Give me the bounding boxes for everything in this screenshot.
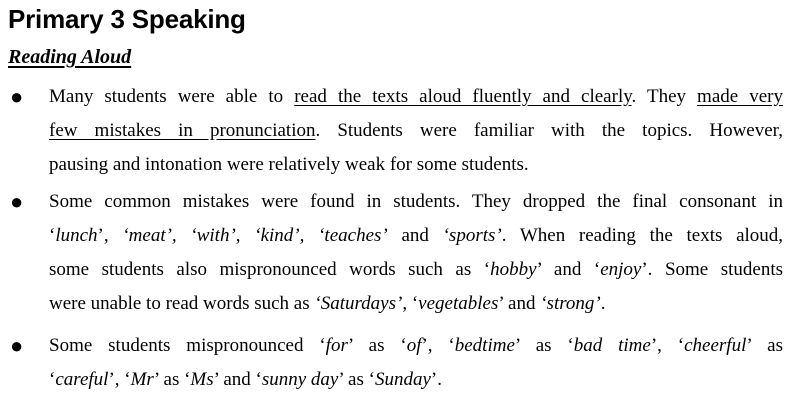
text-run xyxy=(304,225,318,246)
italic-word: enjoy xyxy=(600,259,642,280)
paragraph-1-line-1 xyxy=(49,80,783,114)
page-title: Primary 3 Speaking xyxy=(8,4,246,34)
text-run xyxy=(177,225,191,246)
italic-word: cheerful xyxy=(684,335,747,356)
text-run: ’, ‘ xyxy=(108,369,131,390)
text-run: some students also mispronounced words such as ‘ xyxy=(49,259,491,280)
text-run: . Students were familiar with the topics. However, xyxy=(315,120,783,141)
text-run: ’ as ‘ xyxy=(338,369,375,390)
italic-word: for xyxy=(325,335,348,356)
italic-word: hobby xyxy=(490,259,537,280)
paragraph-3 xyxy=(49,329,783,397)
text-run: ‘ xyxy=(49,225,56,246)
text-run: ’, xyxy=(97,225,123,246)
bullet-2-icon: ● xyxy=(10,189,24,214)
text-run: ’. Some students xyxy=(641,259,783,280)
italic-word: Ms xyxy=(190,369,214,390)
underlined-phrase: made very xyxy=(697,86,784,107)
text-run: ’, ‘ xyxy=(421,335,455,356)
italic-word: ‘meat’, xyxy=(122,225,177,246)
italic-word: Mr xyxy=(130,369,154,390)
text-run: , xyxy=(235,225,255,246)
underlined-phrase: few mistakes in pronunciation xyxy=(49,120,316,141)
italic-word: careful xyxy=(55,369,109,390)
text-run: Some students mispronounced ‘ xyxy=(49,335,326,356)
paragraph-1-line-3: pausing and intonation were relatively weak for some students. xyxy=(49,154,529,175)
text-run: ’ as ‘ xyxy=(514,335,574,356)
bullet-1-icon: ● xyxy=(10,84,24,109)
text-run: , ‘ xyxy=(402,293,419,314)
section-subtitle: Reading Aloud xyxy=(8,46,132,68)
italic-word: sunny day xyxy=(261,369,339,390)
text-run: ’ and xyxy=(498,293,541,314)
italic-word: ‘kind’, xyxy=(254,225,305,246)
paragraph-1-line-2 xyxy=(49,114,783,148)
paragraph-2-line-1: Some common mistakes were found in students. They dropped the final consonant in xyxy=(49,191,783,212)
text-run: ’ and ‘ xyxy=(536,259,601,280)
paragraph-2-line-4 xyxy=(49,287,783,321)
text-run: ’ as ‘ xyxy=(347,335,407,356)
italic-word: ‘sports’ xyxy=(442,225,502,246)
text-run: ‘ xyxy=(49,369,56,390)
text-run: ’ as xyxy=(746,335,783,356)
text-run: Many students were able to xyxy=(49,86,295,107)
italic-word: of xyxy=(406,335,422,356)
italic-word: vegetables xyxy=(418,293,499,314)
text-run: . xyxy=(600,293,606,314)
paragraph-3-line-2 xyxy=(49,363,783,397)
italic-word: ‘Saturdays’ xyxy=(314,293,403,314)
text-run: . When reading the texts aloud, xyxy=(501,225,784,246)
italic-word: bedtime xyxy=(454,335,515,356)
text-run: ’, ‘ xyxy=(650,335,685,356)
paragraph-2 xyxy=(49,185,783,321)
italic-word: ‘strong’ xyxy=(540,293,601,314)
underlined-phrase: read the texts aloud fluently and clearly xyxy=(294,86,632,107)
paragraph-1 xyxy=(49,80,783,182)
bullet-3-icon: ● xyxy=(10,333,24,358)
text-run: were unable to read words such as xyxy=(49,293,315,314)
text-run: ’ and ‘ xyxy=(213,369,262,390)
italic-word: ‘with’ xyxy=(190,225,236,246)
italic-word: lunch xyxy=(55,225,98,246)
text-run: and xyxy=(387,225,443,246)
italic-word: ‘teaches’ xyxy=(318,225,388,246)
paragraph-2-line-2 xyxy=(49,219,783,253)
italic-word: Sunday xyxy=(374,369,431,390)
text-run: ’. xyxy=(430,369,442,390)
text-run: ’ as ‘ xyxy=(153,369,191,390)
paragraph-3-line-1 xyxy=(49,329,783,363)
paragraph-2-line-3 xyxy=(49,253,783,287)
text-run: . They xyxy=(631,86,698,107)
italic-word: bad time xyxy=(573,335,651,356)
